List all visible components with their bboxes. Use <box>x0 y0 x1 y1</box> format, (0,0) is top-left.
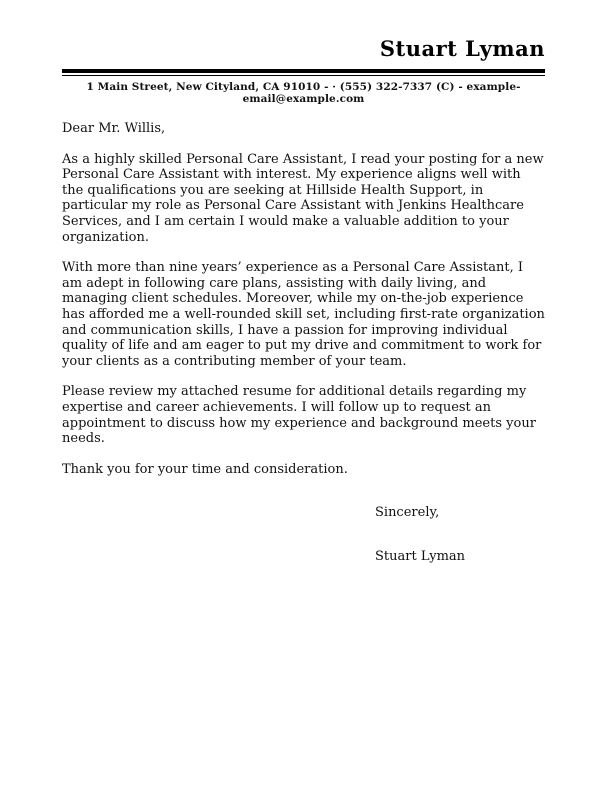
salutation: Dear Mr. Willis, <box>62 121 166 136</box>
signoff: Sincerely, <box>375 505 440 521</box>
page-title: Stuart Lyman <box>379 36 545 61</box>
letter-paragraph-1: As a highly skilled Personal Care Assistant, I read your posting for a new Personal Care Assistant with interest. My experience aligns well with the qualifications you are seeking at Hillside Health Support, in particular my role as Personal Care Assistant with Jenkins Healthcare Services, and I am certain I would make a valuable addition to your organization. <box>62 151 544 245</box>
contact-line: 1 Main Street, New Cityland, CA 91010 - · (555) 322-7337 (C) - example-email@example.com <box>86 81 521 105</box>
letter-body <box>62 121 545 564</box>
signature-block <box>375 505 545 564</box>
header-divider <box>62 69 545 76</box>
letter-paragraph-3: Please review my attached resume for additional details regarding my expertise and career achievements. I will follow up to request an appointment to discuss how my experience and background meets your needs. <box>62 384 536 447</box>
letter-paragraph-2: With more than nine years’ experience as a Personal Care Assistant, I am adept in following care plans, assisting with daily living, and managing client schedules. Moreover, while my on-the-job experience has afforded me a well-rounded skill set, including first-rate organization and communication skills, I have a passion for improving individual quality of life and am eager to put my drive and commitment to work for your clients as a contributing member of your team. <box>62 260 545 369</box>
signature-name: Stuart Lyman <box>375 548 466 564</box>
closing-line: Thank you for your time and consideration. <box>62 461 348 477</box>
